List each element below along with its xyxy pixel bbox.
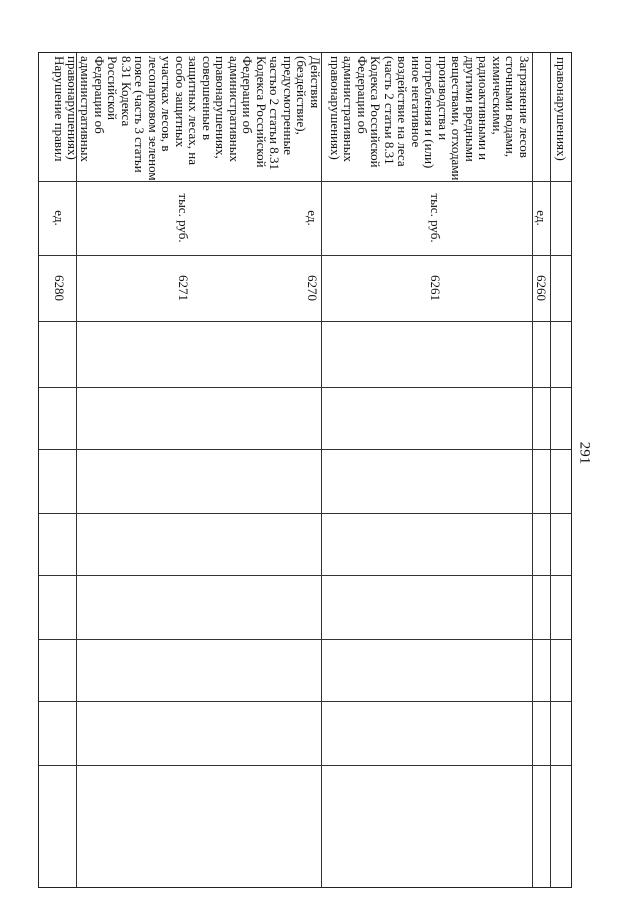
row-code-6270: 6270 [304, 275, 320, 301]
row-code-6261: 6261 [427, 275, 443, 301]
statistics-table [38, 52, 572, 888]
table-column-divider [39, 321, 571, 322]
table-row-divider [532, 53, 533, 887]
row-code-6260: 6260 [533, 275, 549, 301]
row-unit-6260: ед. [533, 210, 549, 226]
table-column-divider [39, 513, 571, 514]
table-row-divider [550, 53, 551, 887]
row-code-6271: 6271 [175, 275, 191, 301]
table-column-divider [39, 575, 571, 576]
row-unit-6280: ед. [51, 210, 67, 226]
row-code-6280: 6280 [51, 275, 67, 301]
table-column-divider [39, 765, 571, 766]
page-number: 291 [576, 441, 593, 465]
table-column-divider [39, 639, 571, 640]
row-unit-6271: тыс. руб. [175, 193, 191, 243]
row-unit-6270: ед. [304, 210, 320, 226]
table-column-divider [39, 449, 571, 450]
row-unit-6261: тыс. руб. [427, 193, 443, 243]
row-label-6270: Действия (бездействие), предусмотренные частью 2 статьи 8.31 Кодекса Российской Федерации об административных правонарушениях, совершенные в защитных лесах, на особо защитных участках лесов, в лесопарковом зеленом поясе (часть 3 статьи 8.31 Кодекса Российской Федерации об административных правонарушениях) [65, 56, 323, 181]
row-label-continuation: правонарушениях) [553, 57, 569, 161]
table-column-divider [39, 255, 571, 256]
table-column-divider [39, 387, 571, 388]
table-column-divider [39, 701, 571, 702]
row-label-6260: Загрязнение лесов сточными водами, химическими, радиоактивными и другими вредными веществами, отходами производства и потребления и (или) иное негативное воздействие на леса (часть 2 статьи 8.31 Кодекса Российской Федерации об административных правонарушениях) [328, 56, 532, 181]
row-label-6280: Нарушение правил [51, 56, 67, 162]
